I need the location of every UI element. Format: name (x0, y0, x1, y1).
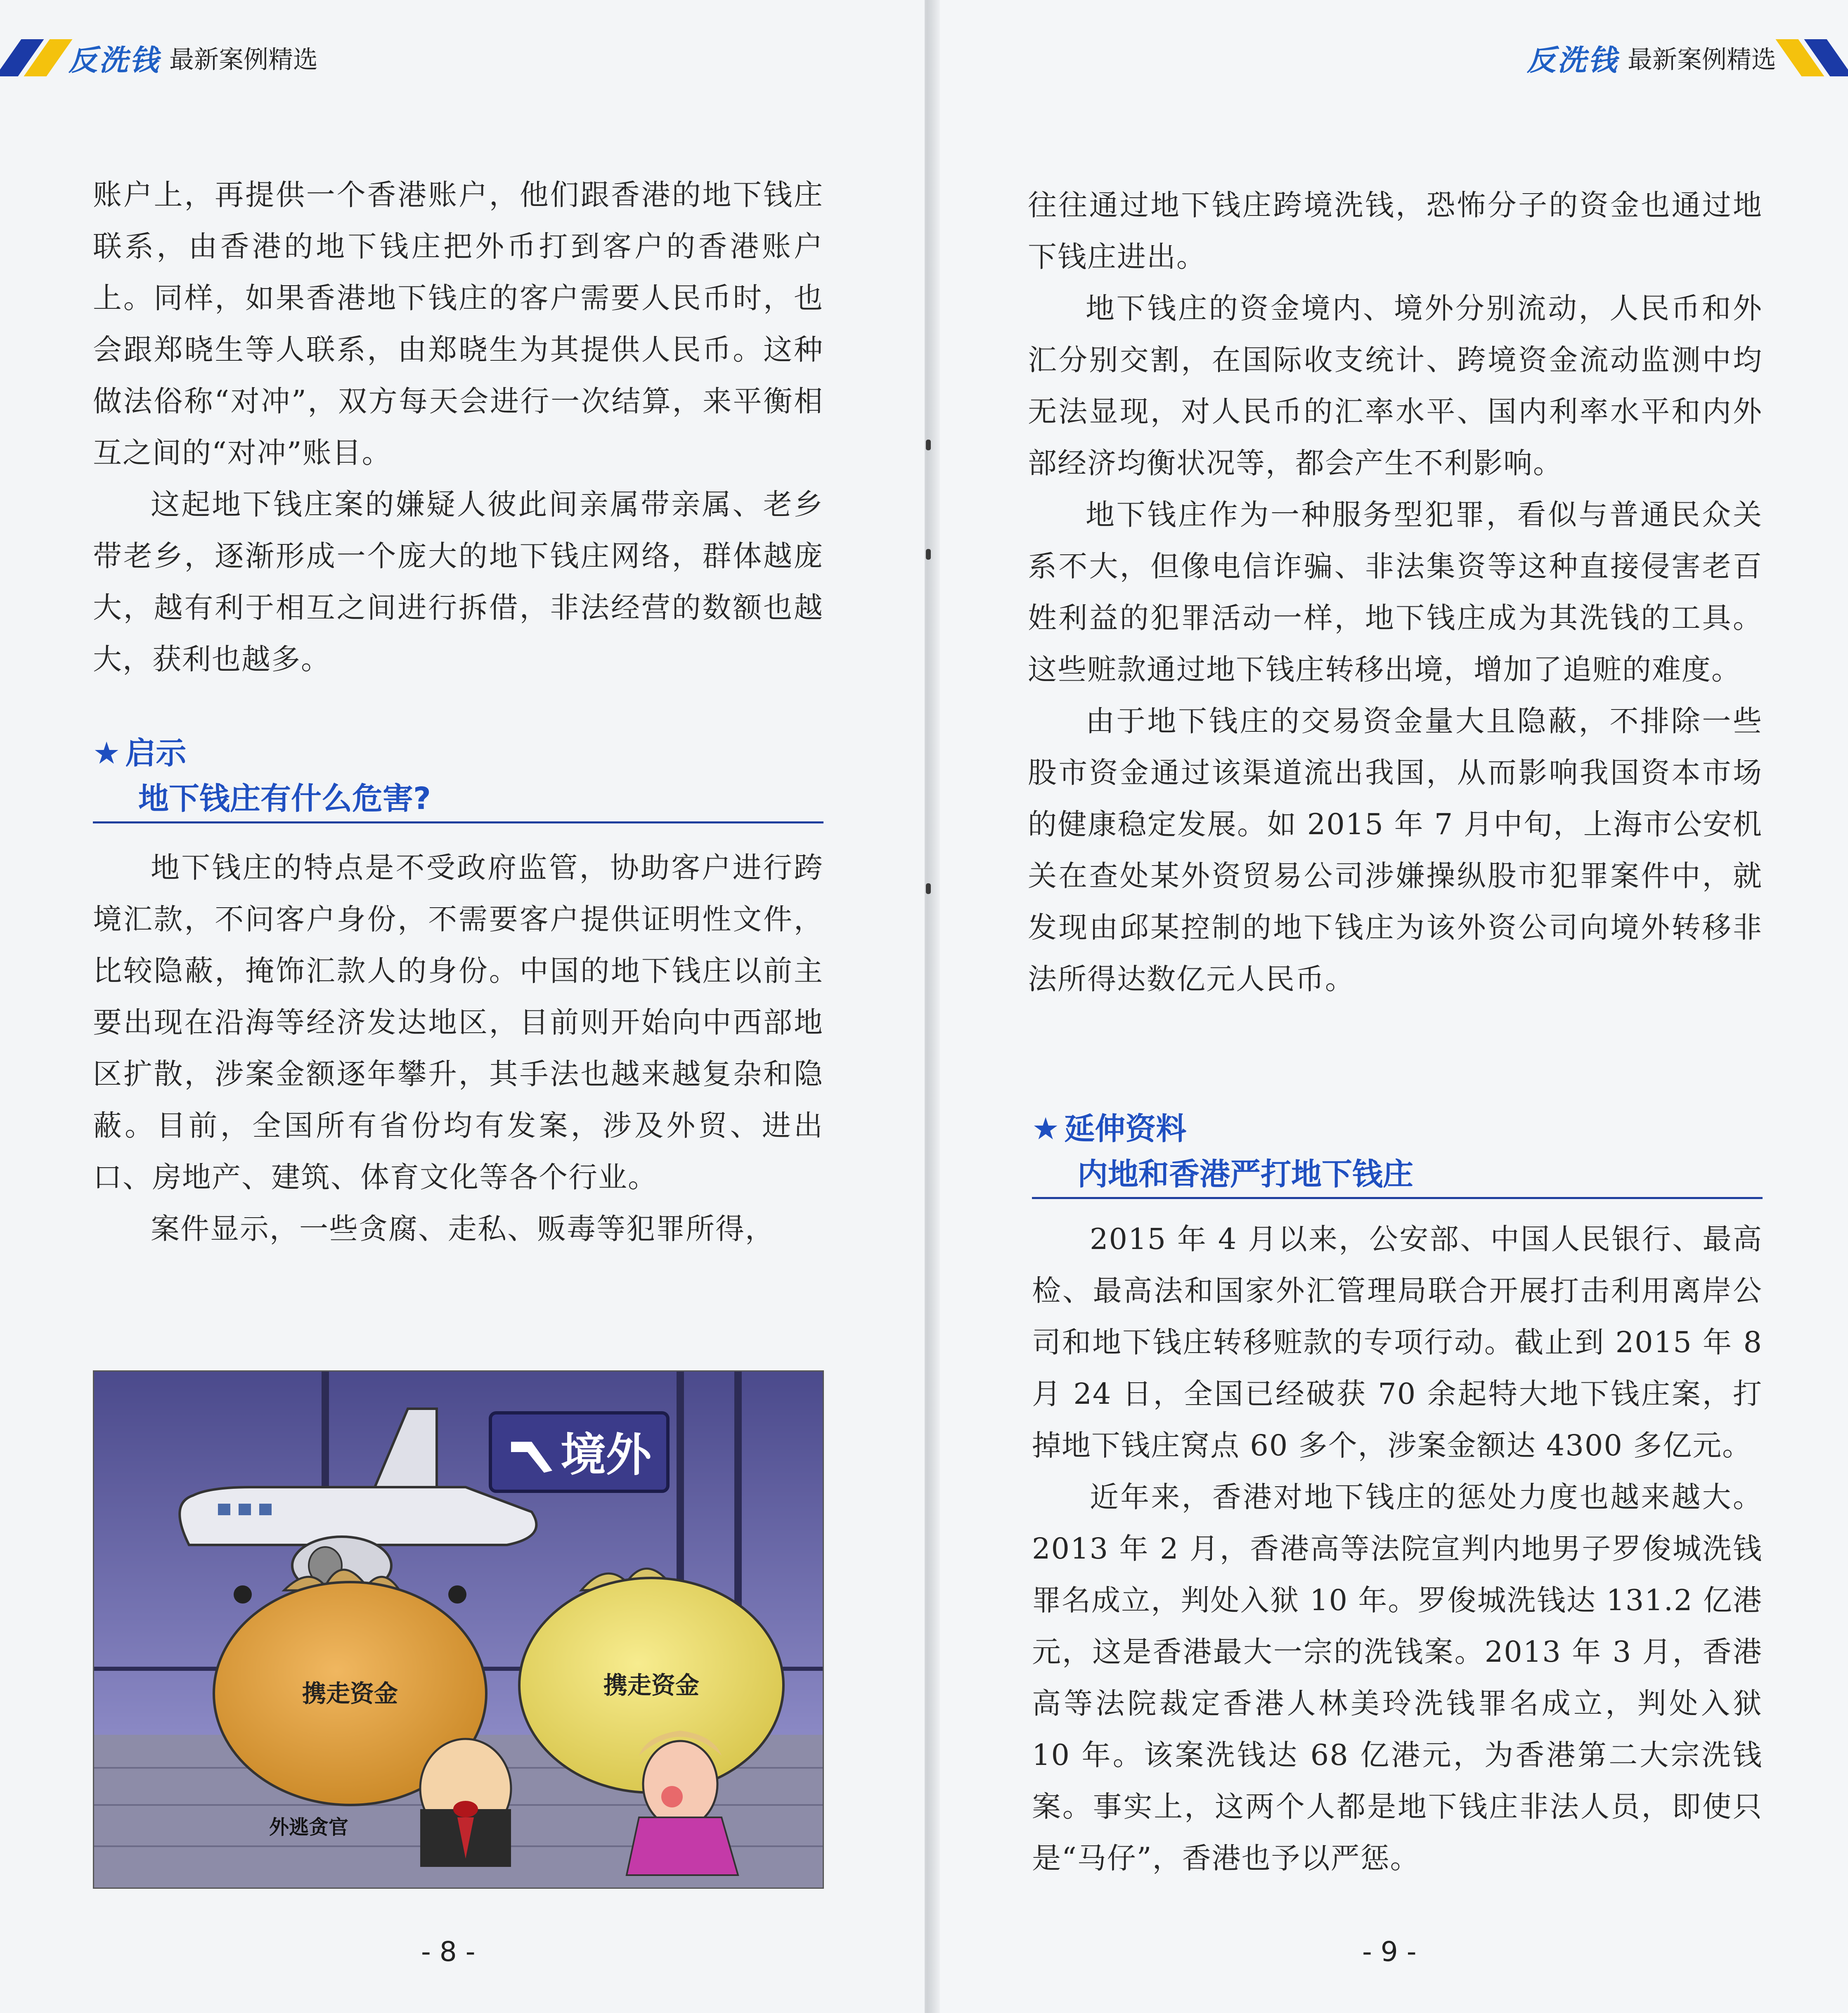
corrupt-official-figure (420, 1739, 511, 1867)
bag-label: 携走资金 (603, 1671, 700, 1699)
paragraph: 由于地下钱庄的交易资金量大且隐蔽，不排除一些股市资金通过该渠道流出我国，从而影响我国资本市场的健康稳定发展。如 2015 年 7 月中旬，上海市公安机关在查处某外资贸易公司涉嫌操纵股市犯罪案件中，就发现由邱某控制的地下钱庄为该外资公司向境外转移非法所得达数亿元人民币。 (1028, 704, 1763, 996)
page-number: - 8 - (421, 1936, 476, 1968)
right-body-bottom (1032, 1213, 1763, 1884)
page-header (1518, 33, 1840, 83)
header-brand: 反洗钱 (69, 43, 160, 77)
header-subtitle: 最新案例精选 (169, 45, 318, 74)
page-header (8, 33, 318, 83)
paragraph: 往往通过地下钱庄跨境洗钱，恐怖分子的资金也通过地下钱庄进出。 (1028, 188, 1763, 274)
star-icon: ★ (1032, 1111, 1060, 1147)
paragraph: 地下钱庄作为一种服务型犯罪，看似与普通民众关系不大，但像电信诈骗、非法集资等这种直接侵害老百姓利益的犯罪活动一样，地下钱庄成为其洗钱的工具。这些赃款通过地下钱庄转移出境，增加了追赃的难度。 (1028, 498, 1763, 686)
page-number: - 9 - (1362, 1936, 1417, 1968)
sign-text: 境外 (561, 1429, 651, 1481)
paragraph: 近年来，香港对地下钱庄的惩处力度也越来越大。2013 年 2 月，香港高等法院宣判内地男子罗俊城洗钱罪名成立，判处入狱 10 年。罗俊城洗钱达 131.2 亿港元，这是香港最大一宗的洗钱案。2013 年 3 月，香港高等法院裁定香港人林美玲洗钱罪名成立，判处入狱 10 年。该案洗钱达 68 亿港元，为香港第二大宗洗钱案。事实上，这两个人都是地下钱庄非法人员，即使只是“马仔”，香港也予以严惩。 (1032, 1480, 1763, 1875)
binding-staple (926, 883, 931, 894)
section-title: 地下钱庄有什么危害? (138, 781, 431, 816)
destination-sign (490, 1413, 668, 1491)
section-heading-insight (93, 731, 823, 823)
section-label: 启示 (125, 736, 187, 771)
left-body-bottom (93, 842, 823, 1255)
cartoon-illustration (93, 1370, 824, 1889)
paragraph: 账户上，再提供一个香港账户，他们跟香港的地下钱庄联系，由香港的地下钱庄把外币打到客户的香港账户上。同样，如果香港地下钱庄的客户需要人民币时，也会跟郑晓生等人联系，由郑晓生为其提供人民币。这种做法俗称“对冲”，双方每天会进行一次结算，来平衡相互之间的“对冲”账目。 (93, 178, 823, 470)
bag-label: 携走资金 (302, 1679, 398, 1708)
binding-staple (926, 440, 931, 450)
binding-staple (926, 549, 931, 560)
section-label: 延伸资料 (1064, 1111, 1187, 1147)
star-icon: ★ (93, 736, 121, 771)
header-stripes (1789, 39, 1840, 76)
paragraph: 这起地下钱庄案的嫌疑人彼此间亲属带亲属、老乡带老乡，逐渐形成一个庞大的地下钱庄网络，群体越庞大，越有利于相互之间进行拆借，非法经营的数额也越大，获利也越多。 (93, 487, 823, 676)
paragraph: 案件显示，一些贪腐、走私、贩毒等犯罪所得， (151, 1212, 775, 1246)
header-stripes (8, 39, 59, 76)
section-title: 内地和香港严打地下钱庄 (1077, 1157, 1413, 1192)
right-body-top (1028, 180, 1763, 1005)
paragraph: 地下钱庄的资金境内、境外分别流动，人民币和外汇分别交割，在国际收支统计、跨境资金流动监测中均无法显现，对人民币的汇率水平、国内利率水平和内外部经济均衡状况等，都会产生不利影响。 (1028, 291, 1763, 480)
section-heading-extension (1032, 1106, 1763, 1199)
header-subtitle: 最新案例精选 (1628, 45, 1776, 74)
left-body-top (93, 169, 823, 685)
figure-caption: 外逃贪官 (269, 1816, 349, 1839)
paragraph: 地下钱庄的特点是不受政府监管，协助客户进行跨境汇款，不问客户身份，不需要客户提供证明性文件，比较隐蔽，掩饰汇款人的身份。中国的地下钱庄以前主要出现在沿海等经济发达地区，目前则开始向中西部地区扩散，涉案金额逐年攀升，其手法也越来越复杂和隐蔽。目前，全国所有省份均有发案，涉及外贸、进出口、房地产、建筑、体育文化等各个行业。 (93, 851, 823, 1194)
paragraph: 2015 年 4 月以来，公安部、中国人民银行、最高检、最高法和国家外汇管理局联合开展打击利用离岸公司和地下钱庄转移赃款的专项行动。截止到 2015 年 8 月 24 日，全国已经破获 70 余起特大地下钱庄案，打掉地下钱庄窝点 60 多个，涉案金额达 4300 多亿元。 (1032, 1222, 1763, 1462)
header-brand: 反洗钱 (1527, 43, 1618, 77)
